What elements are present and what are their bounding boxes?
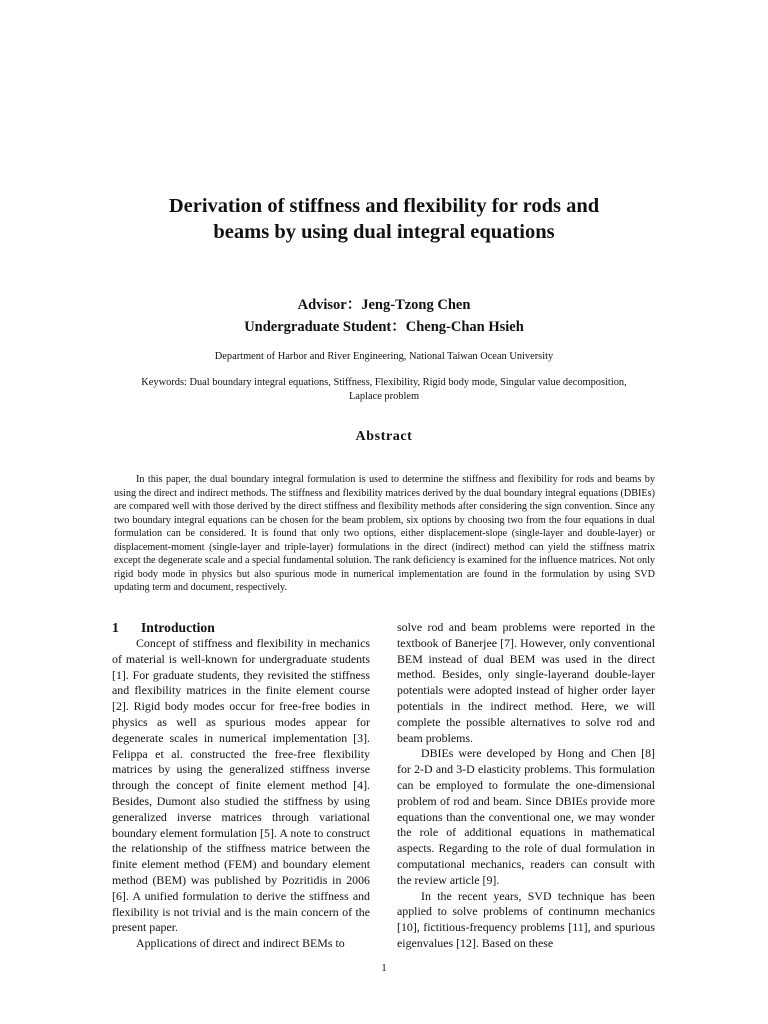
- authors-block: [90, 294, 678, 338]
- right-paragraph-2: DBIEs were developed by Hong and Chen [8] for 2-D and 3-D elasticity problems. This formulation can be employed to formulate the one-dimensional problem of rod and beam. Since DBIEs provide more equations than the conventional one, we may wonder the role of additional equations in mathematical aspects. Regarding to the role of dual formulation in computational mechanics, readers can consult with the review article [9].: [397, 746, 655, 887]
- keywords: Keywords: Dual boundary integral equations, Stiffness, Flexibility, Rigid body mode, Singular value decomposition, Laplace problem: [141, 377, 627, 402]
- abstract-heading: Abstract: [355, 429, 413, 444]
- paper-title: [90, 193, 678, 245]
- title-line-2: beams by using dual integral equations: [213, 221, 555, 243]
- left-paragraph-1: Concept of stiffness and flexibility in mechanics of material is well-known for undergraduate students [1]. For graduate students, they revisited the stiffness and flexibility matrices in the finite element course [2]. Rigid body modes occur for free-free bodies in physics as well as spurious modes appear for degenerate scales in numerical implementation [3]. Felippa et al. constructed the free-free flexibility matrices by using the generalized stiffness inverse through the concept of finite element method [4]. Besides, Dumont also studied the stiffness by using generalized inverse matrices through variational boundary element formulation [5]. A note to construct the relationship of the stiffness matrice between the finite element method (FEM) and boundary element method (BEM) was published by Pozritidis in 2006 [6]. A unified formulation to derive the stiffness and flexibility is not trivial and is the main concern of the present paper.: [112, 636, 370, 935]
- right-paragraph-1: solve rod and beam problems were reported in the textbook of Banerjee [7]. However, only conventional BEM instead of dual BEM was used in the direct method. Besides, only single-layerand double-layer potentials were adopted instead of higher order layer potentials in the indirect method. Here, we will complete the possible alternatives to solve rod and beam problems.: [397, 620, 655, 745]
- page-number: 1: [381, 962, 387, 974]
- section-heading: [112, 620, 370, 636]
- abstract-body: In this paper, the dual boundary integral formulation is used to determine the stiffness and flexibility for rods and beams by using the direct and indirect methods. The stiffness and flexibility matrices derived by the dual boundary integral equations (DBIEs) are compared well with those derived by the direct stiffness and flexibility methods after considering the sign convention. Since any two boundary integral equations can be chosen for the beam problem, six options by choosing two from the four equations in dual formulation can be considered. It is found that only two options, either displacement-slope (single-layer and double-layer) or displacement-moment (single-layer and triple-layer) formulations in the direct (indirect) method can yield the stiffness matrix except the degenerate scale and a special fundamental solution. The rank deficiency is examined for the influence matrices. Not only rigid body mode in physics but also spurious mode in numerical implementation are found in the formulation by using SVD updating term and document, respectively.: [114, 474, 655, 593]
- title-line-1: Derivation of stiffness and flexibility for rods and: [168, 195, 600, 217]
- student-line: Undergraduate Student：Cheng-Chan Hsieh: [244, 319, 524, 335]
- right-column: [397, 620, 655, 952]
- advisor-line: Advisor：Jeng-Tzong Chen: [297, 297, 471, 313]
- section-title: Introduction: [141, 620, 215, 635]
- left-paragraph-2: Applications of direct and indirect BEMs to: [136, 936, 345, 951]
- right-paragraph-3: In the recent years, SVD technique has been applied to solve problems of continumn mechanics [10], fictitious-frequency problems [11], and spurious eigenvalues [12]. Based on these: [397, 888, 655, 950]
- section-number: 1: [112, 620, 119, 635]
- left-column: [112, 620, 370, 952]
- affiliation: Department of Harbor and River Engineering, National Taiwan Ocean University: [214, 351, 554, 362]
